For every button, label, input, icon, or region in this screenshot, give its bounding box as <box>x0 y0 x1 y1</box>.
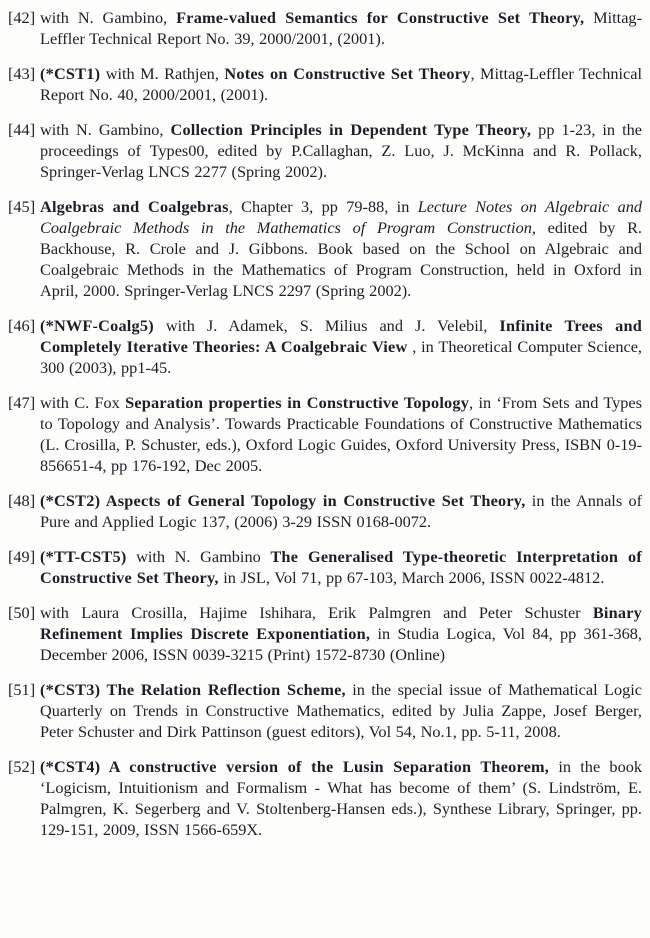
reference-text <box>40 679 642 742</box>
reference-segment-plain: pp 1-23, in the proceedings of Types00, edited by P.Callaghan, Z. Luo, J. McKinna and R. Pollack, Springer-Verlag LNCS 2277 (Spring 2002). <box>40 120 642 181</box>
reference-segment-bold: Frame-valued Semantics for Constructive Set Theory, <box>176 8 585 27</box>
reference-segment-bold: (*CST4) A constructive version of the Lusin Separation Theorem, <box>40 757 550 776</box>
reference-segment-italic: Lecture Notes on Algebraic and Coalgebraic Methods in the Mathematics of Program Construction, <box>40 197 642 237</box>
reference-item <box>8 315 642 378</box>
reference-item <box>8 392 642 476</box>
reference-segment-plain: , Chapter 3, pp 79-88, in <box>228 197 418 216</box>
reference-segment-bold: Algebras and Coalgebras <box>40 197 229 216</box>
reference-segment-plain: with N. Gambino, <box>40 8 177 27</box>
reference-segment-plain: with J. Adamek, S. Milius and J. Velebil, <box>153 316 500 335</box>
reference-segment-bold: Binary Refinement Implies Discrete Exponentiation, <box>40 603 642 643</box>
reference-segment-plain: in the special issue of Mathematical Logic Quarterly on Trends in Constructive Mathematics, edited by Julia Zappe, Josef Berger, Peter Schuster and Dirk Pattinson (guest editors), Vol 54, No.1, pp. 5-11, 2008. <box>40 680 642 741</box>
reference-item <box>8 490 642 532</box>
reference-segment-plain: , Mittag-Leffler Technical Report No. 40, 2000/2001, (2001). <box>40 64 643 104</box>
reference-text <box>40 756 642 840</box>
reference-segment-plain: with N. Gambino <box>126 547 271 566</box>
reference-segment-plain: edited by R. Backhouse, R. Crole and J. Gibbons. Book based on the School on Algebraic and Coalgebraic Methods in the Mathematics of Program Construction, held in Oxford in April, 2000. Springer-Verlag LNCS 2297 (Spring 2002). <box>40 218 643 300</box>
reference-segment-plain: , in Theoretical Computer Science, 300 (2003), pp1-45. <box>40 337 642 377</box>
reference-text <box>40 119 642 182</box>
reference-segment-bold: (*TT-CST5) <box>40 547 127 566</box>
reference-item <box>8 756 642 840</box>
reference-number: [46] <box>8 316 36 335</box>
reference-number: [44] <box>8 120 36 139</box>
reference-segment-bold: The Generalised Type-theoretic Interpretation of Constructive Set Theory, <box>40 547 642 587</box>
reference-number: [50] <box>8 603 36 622</box>
reference-segment-plain: Mittag-Leffler Technical Report No. 39, 2000/2001, (2001). <box>40 8 642 48</box>
reference-segment-plain: in the Annals of Pure and Applied Logic 137, (2006) 3-29 ISSN 0168-0072. <box>40 491 643 531</box>
reference-segment-plain: with Laura Crosilla, Hajime Ishihara, Erik Palmgren and Peter Schuster <box>40 603 593 622</box>
reference-segment-bold: (*CST2) Aspects of General Topology in Constructive Set Theory, <box>40 491 526 510</box>
reference-segment-bold: (*CST3) The Relation Reflection Scheme, <box>40 680 346 699</box>
reference-number: [51] <box>8 680 36 699</box>
reference-text <box>40 7 642 49</box>
reference-number: [42] <box>8 8 36 27</box>
reference-segment-bold: (*CST1) <box>40 64 101 83</box>
reference-segment-plain: with N. Gambino, <box>40 120 171 139</box>
reference-segment-plain: , in ‘From Sets and Types to Topology and Analysis’. Towards Practicable Foundations of Constructive Mathematics (L. Crosilla, P. Schuster, eds.), Oxford Logic Guides, Oxford University Press, ISBN 0-19-856651-4, pp 176-192, Dec 2005. <box>40 393 642 475</box>
reference-text <box>40 546 642 588</box>
reference-segment-plain: in JSL, Vol 71, pp 67-103, March 2006, ISSN 0022-4812. <box>218 568 605 587</box>
reference-text <box>40 602 642 665</box>
reference-segment-bold: Collection Principles in Dependent Type Theory, <box>170 120 532 139</box>
reference-text <box>40 490 642 532</box>
reference-segment-plain: in Studia Logica, Vol 84, pp 361-368, December 2006, ISSN 0039-3215 (Print) 1572-8730 (Online) <box>40 624 642 664</box>
reference-number: [43] <box>8 64 36 83</box>
reference-item <box>8 63 642 105</box>
reference-text <box>40 196 642 301</box>
reference-item <box>8 602 642 665</box>
reference-segment-plain: with M. Rathjen, <box>100 64 225 83</box>
reference-number: [47] <box>8 393 36 412</box>
reference-item <box>8 196 642 301</box>
reference-item <box>8 7 642 49</box>
reference-item <box>8 119 642 182</box>
reference-item <box>8 679 642 742</box>
reference-text <box>40 392 642 476</box>
reference-segment-bold: Notes on Constructive Set Theory <box>224 64 471 83</box>
reference-number: [48] <box>8 491 36 510</box>
reference-text <box>40 63 642 105</box>
reference-text <box>40 315 642 378</box>
reference-item <box>8 546 642 588</box>
reference-number: [45] <box>8 197 36 216</box>
reference-segment-bold: (*NWF-Coalg5) <box>40 316 154 335</box>
reference-segment-bold: Separation properties in Constructive Topology <box>125 393 470 412</box>
reference-number: [49] <box>8 547 36 566</box>
reference-segment-plain: in the book ‘Logicism, Intuitionism and Formalism - What has become of them’ (S. Lindström, E. Palmgren, K. Segerberg and V. Stoltenberg-Hansen eds.), Synthese Library, Springer, pp. 129-151, 2009, ISSN 1566-659X. <box>40 757 642 839</box>
reference-segment-bold: Infinite Trees and Completely Iterative Theories: A Coalgebraic View <box>40 316 642 356</box>
reference-number: [52] <box>8 757 36 776</box>
reference-segment-plain: with C. Fox <box>40 393 126 412</box>
